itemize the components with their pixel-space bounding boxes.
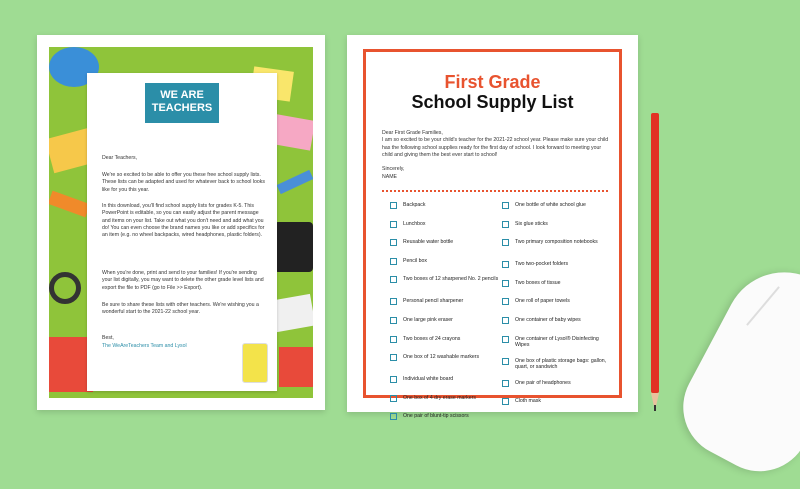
pencil-icon (277, 170, 313, 194)
list-item (390, 276, 500, 298)
lysol-wipes-icon (242, 343, 268, 383)
list-item (502, 202, 612, 221)
item-label: Individual white board (403, 376, 454, 383)
item-label: Two boxes of 12 sharpened No. 2 pencils (403, 276, 499, 283)
item-label: Reusable water bottle (403, 239, 454, 246)
list-item (390, 317, 500, 336)
letter-signature: The WeAreTeachers Team and Lysol (102, 343, 187, 349)
title-list: School Supply List (411, 92, 574, 112)
checkbox-icon[interactable] (390, 413, 397, 420)
list-item (502, 317, 612, 336)
list-item (502, 358, 612, 380)
checkbox-icon[interactable] (390, 221, 397, 228)
letter-greeting: Dear Teachers, (102, 155, 138, 161)
weareteachers-logo (145, 83, 219, 123)
checkbox-icon[interactable] (502, 336, 509, 343)
list-item (390, 395, 500, 414)
list-item (390, 221, 500, 240)
supply-list-page (347, 35, 638, 420)
checkbox-icon[interactable] (390, 239, 397, 246)
list-item (502, 239, 612, 261)
item-label: Two primary composition notebooks (515, 239, 598, 246)
item-label: One box of plastic storage bags: gallon, quart, or sandwich (515, 357, 607, 370)
item-label: Two boxes of tissue (515, 279, 561, 286)
item-label: One box of 4 dry erase markers (403, 394, 476, 401)
item-label: One pair of blunt-tip scissors (403, 413, 469, 420)
logo-line1: WE ARE (160, 89, 204, 101)
marker-icon (49, 191, 90, 218)
checkbox-icon[interactable] (502, 280, 509, 287)
red-notebook-icon (279, 347, 313, 387)
message-line: NAME (382, 173, 397, 180)
list-item (390, 239, 500, 258)
checkbox-icon[interactable] (502, 317, 509, 324)
supply-column-right (502, 202, 612, 417)
list-item (390, 354, 500, 376)
title-grade: First Grade (444, 72, 541, 92)
checkbox-icon[interactable] (390, 395, 397, 402)
list-item (502, 280, 612, 299)
item-label: Backpack (403, 202, 426, 208)
checkbox-icon[interactable] (502, 358, 509, 365)
message-line: Dear First Grade Families, (382, 130, 443, 136)
parent-message (382, 130, 612, 181)
item-label: One container of baby wipes (515, 316, 581, 323)
list-item (502, 221, 612, 240)
magnifier-icon (49, 272, 81, 304)
list-item (390, 202, 500, 221)
checkbox-icon[interactable] (390, 354, 397, 361)
checkbox-icon[interactable] (502, 261, 509, 268)
message-line (382, 159, 612, 166)
item-label: Two two-pocket folders (515, 261, 569, 268)
letter-paragraph-1: We're so excited to be able to offer you these free school supply lists. These lists can be adapted and used for whatever back to school looks like for you this year. (102, 172, 265, 193)
item-label: Cloth mask (515, 398, 541, 405)
red-pencil-icon (651, 113, 659, 393)
checkbox-icon[interactable] (390, 276, 397, 283)
message-line: I am so excited to be your child's teacher for the 2021-22 school year. Please make sure your child has the following school supplies ready for the first day of school. I look forward to meeting your child and giving them the best ever start to school! (382, 137, 609, 158)
list-item (502, 380, 612, 399)
letter-paragraph-4: Be sure to share these lists with other teachers. We're wishing you a wonderful start to the 2021-22 school year. (102, 302, 259, 316)
dotted-divider (382, 190, 608, 192)
item-label: Two boxes of 24 crayons (403, 335, 461, 342)
checkbox-icon[interactable] (390, 376, 397, 383)
item-label: Six glue sticks (515, 220, 548, 227)
list-item (390, 336, 500, 355)
list-item (390, 376, 500, 395)
checkbox-icon[interactable] (502, 202, 509, 209)
list-item (390, 413, 500, 432)
item-label: One roll of paper towels (515, 298, 570, 305)
item-label: One container of Lysol® Disinfecting Wipes (515, 335, 599, 348)
checkbox-icon[interactable] (502, 398, 509, 405)
item-label: One large pink eraser (403, 316, 453, 323)
supply-column-left (390, 202, 500, 432)
checkbox-icon[interactable] (390, 202, 397, 209)
letter-signoff: Best, (102, 335, 114, 341)
item-label: Pencil box (403, 257, 427, 264)
letter-paragraph-2: In this download, you'll find school supply lists for grades K-5. This PowerPoint is editable, so you can easily adjust the parent message and items on your list. Take out what you don't need and add what you do! You can even choose the brand names you like or add specifics for an item (e.g. no wheel backpacks, wired headphones, plastic folders). (102, 203, 265, 239)
list-item (502, 336, 612, 358)
item-label: One pair of headphones (515, 379, 571, 386)
logo-line2: TEACHERS (151, 102, 213, 114)
pencil-lead-icon (654, 405, 656, 411)
checkbox-icon[interactable] (502, 380, 509, 387)
item-label: One box of 12 washable markers (403, 354, 480, 361)
checkbox-icon[interactable] (502, 221, 509, 228)
checkbox-icon[interactable] (390, 336, 397, 343)
list-item (390, 298, 500, 317)
list-item (502, 398, 612, 417)
checkbox-icon[interactable] (502, 239, 509, 246)
calculator-icon (274, 222, 313, 272)
item-label: Personal pencil sharpener (403, 298, 464, 305)
list-item (502, 261, 612, 280)
checkbox-icon[interactable] (390, 317, 397, 324)
supply-list-frame (363, 49, 622, 420)
item-label: One bottle of white school glue (515, 202, 586, 208)
item-label: Lunchbox (403, 220, 426, 227)
checkbox-icon[interactable] (502, 298, 509, 305)
list-item (502, 298, 612, 317)
checkbox-icon[interactable] (390, 258, 397, 265)
checkbox-icon[interactable] (390, 298, 397, 305)
list-item (390, 258, 500, 277)
paper-icon (272, 294, 313, 332)
letter-paragraph-3: When you're done, print and send to your families! If you're sending your list digitally, you may want to delete the other grade level lists and export the file to PDF (go to File >> Export). (102, 270, 264, 291)
message-line: Sincerely, (382, 166, 405, 173)
teacher-letter-page (37, 35, 325, 410)
letter-card (87, 73, 277, 391)
